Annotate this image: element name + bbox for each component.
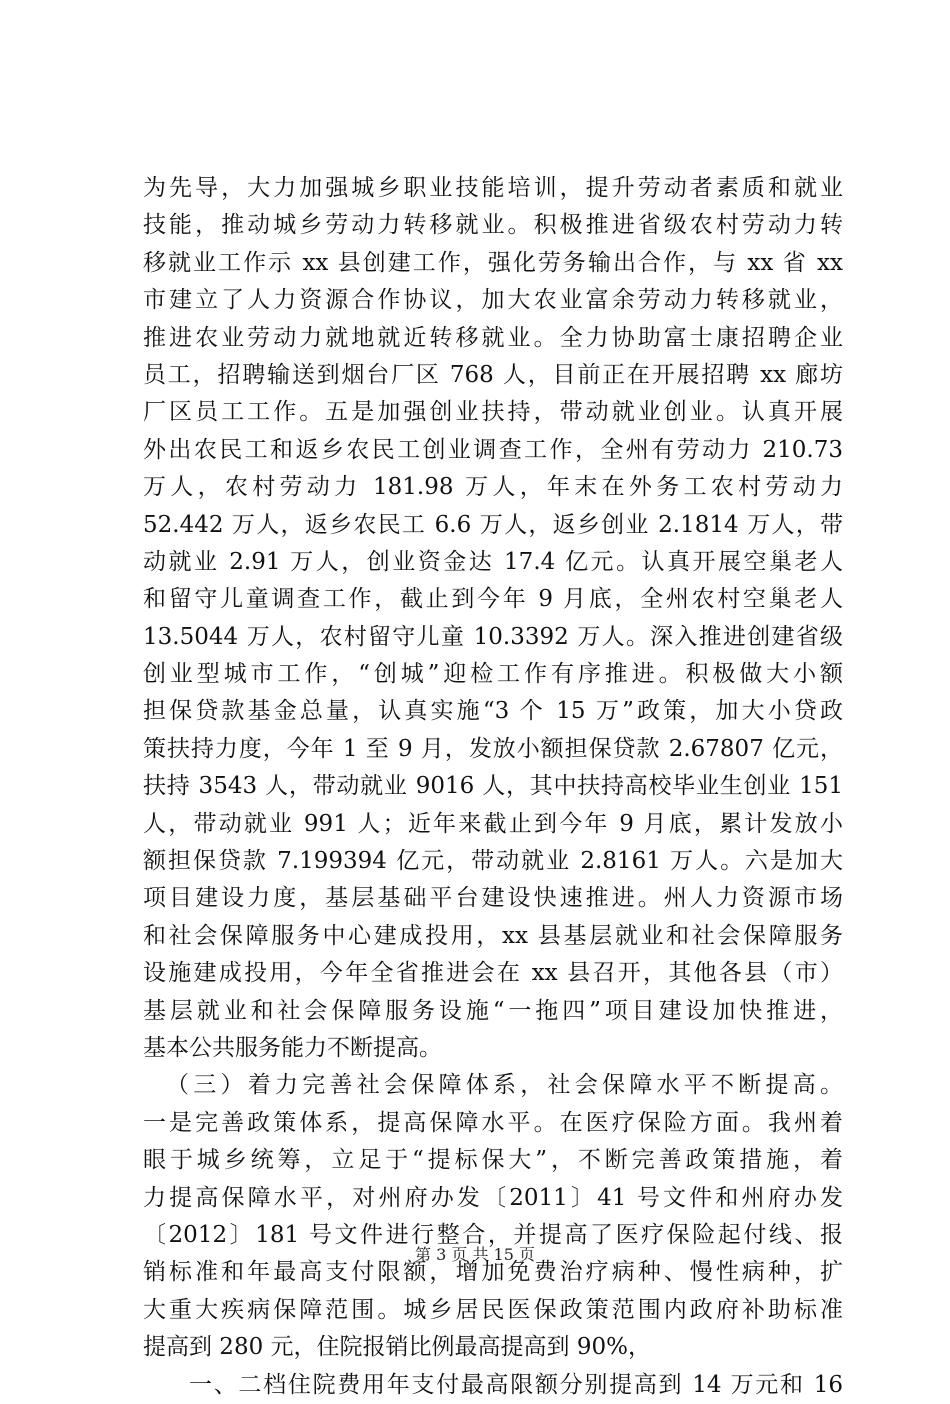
text-line: 52.442 万人，返乡农民工 6.6 万人，返乡创业 2.1814 万人，带 xyxy=(143,511,843,538)
text-line: 创业型城市工作，“创城”迎检工作有序推进。积极做大小额 xyxy=(143,661,843,688)
text-line: 销标准和年最高支付限额，增加免费治疗病种、慢性病种，扩 xyxy=(143,1259,843,1286)
text-line: 策扶持力度，今年 1 至 9 月，发放小额担保贷款 2.67807 亿元， xyxy=(143,735,843,762)
text-line: 和留守儿童调查工作，截止到今年 9 月底，全州农村空巢老人 xyxy=(143,586,843,613)
text-line: 项目建设力度，基层基础平台建设快速推进。州人力资源市场 xyxy=(143,885,843,912)
section-heading-line: （三）着力完善社会保障体系，社会保障水平不断提高。 xyxy=(166,1072,843,1099)
text-line: 基本公共服务能力不断提高。 xyxy=(143,1034,442,1061)
text-line: 一是完善政策体系，提高保障水平。在医疗保险方面。我州着 xyxy=(143,1109,843,1136)
page-number-label: 第 3 页 共 15 页 xyxy=(415,1245,535,1264)
text-line: 额担保贷款 7.199394 亿元，带动就业 2.8161 万人。六是加大 xyxy=(143,848,843,875)
text-line: 动就业 2.91 万人，创业资金达 17.4 亿元。认真开展空巢老人 xyxy=(143,548,843,575)
text-line: 扶持 3543 人，带动就业 9016 人，其中扶持高校毕业生创业 151 xyxy=(143,773,843,800)
text-line: 设施建成投用，今年全省推进会在 xx 县召开，其他各县（市） xyxy=(143,960,843,987)
text-line: 力提高保障水平，对州府办发〔2011〕41 号文件和州府办发 xyxy=(143,1184,843,1211)
text-line: 13.5044 万人，农村留守儿童 10.3392 万人。深入推进创建省级 xyxy=(143,623,843,650)
text-line: 和社会保障服务中心建成投用，xx 县基层就业和社会保障服务 xyxy=(143,922,843,949)
page-footer xyxy=(0,1244,950,1266)
text-line: 〔2012〕181 号文件进行整合，并提高了医疗保险起付线、报 xyxy=(143,1221,843,1248)
text-line: 担保贷款基金总量，认真实施“3 个 15 万”政策，加大小贷政 xyxy=(143,698,843,725)
text-line: 市建立了人力资源合作协议，加大农业富余劳动力转移就业， xyxy=(143,287,843,314)
text-line: 基层就业和社会保障服务设施“一拖四”项目建设加快推进， xyxy=(143,997,843,1024)
text-line: 技能，推动城乡劳动力转移就业。积极推进省级农村劳动力转 xyxy=(143,212,843,239)
text-line: 眼于城乡统筹，立足于“提标保大”，不断完善政策措施，着 xyxy=(143,1147,843,1174)
body-text xyxy=(143,170,843,1404)
text-line: 外出农民工和返乡农民工创业调查工作，全州有劳动力 210.73 xyxy=(143,436,843,463)
text-line: 人，带动就业 991 人；近年来截止到今年 9 月底，累计发放小 xyxy=(143,810,843,837)
text-line: 为先导，大力加强城乡职业技能培训，提升劳动者素质和就业 xyxy=(143,175,843,201)
text-line: 万人，农村劳动力 181.98 万人，年末在外务工农村劳动力 xyxy=(143,474,843,501)
text-line: 推进农业劳动力就地就近转移就业。全力协助富士康招聘企业 xyxy=(143,324,843,351)
text-line: 提高到 280 元，住院报销比例最高提高到 90%， xyxy=(143,1334,651,1361)
text-line: 厂区员工工作。五是加强创业扶持，带动就业创业。认真开展 xyxy=(143,399,843,426)
text-line: 一、二档住院费用年支付最高限额分别提高到 14 万元和 16 xyxy=(189,1371,843,1398)
text-line: 大重大疾病保障范围。城乡居民医保政策范围内政府补助标准 xyxy=(143,1296,843,1323)
text-line: 员工，招聘输送到烟台厂区 768 人，目前正在开展招聘 xx 廊坊 xyxy=(143,361,843,388)
text-line: 移就业工作示 xx 县创建工作，强化劳务输出合作，与 xx 省 xx xyxy=(143,249,843,276)
